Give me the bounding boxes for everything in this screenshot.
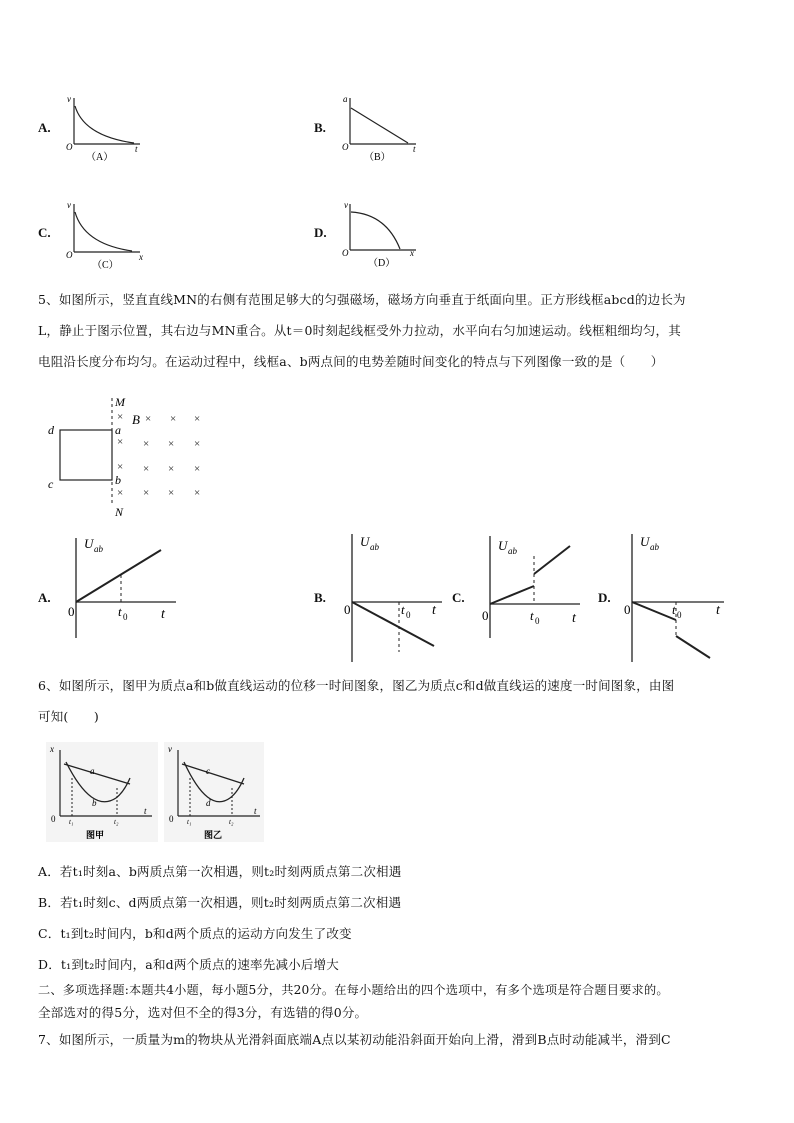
q5-option-c-label[interactable]: C.	[452, 590, 465, 605]
svg-text:×: ×	[168, 487, 175, 499]
q6-option-b[interactable]: B．若t₁时刻c、d两质点第一次相遇，则t₂时刻两质点第二次相遇	[38, 895, 402, 910]
svg-text:t: t	[401, 602, 405, 617]
svg-text:t: t	[530, 608, 534, 623]
label-n: N	[115, 505, 124, 519]
svg-text:0: 0	[68, 604, 75, 619]
svg-text:×: ×	[194, 438, 201, 450]
q4-d-caption: （D）	[368, 258, 396, 269]
q4-option-b-label[interactable]: B.	[314, 120, 326, 135]
q5-option-b-label[interactable]: B.	[314, 590, 326, 605]
svg-text:0: 0	[624, 602, 631, 617]
svg-text:t: t	[161, 607, 165, 622]
q6-line-2: 可知( )	[38, 709, 99, 724]
q6-option-c[interactable]: C．t₁到t₂时间内，b和d两个质点的运动方向发生了改变	[38, 926, 352, 941]
svg-text:×: ×	[194, 463, 201, 475]
label-b-field: B	[132, 412, 140, 427]
q6-option-a[interactable]: A．若t₁时刻a、b两质点第一次相遇，则t₂时刻两质点第二次相遇	[38, 864, 402, 879]
q4-graph-c	[62, 198, 152, 270]
svg-text:×: ×	[168, 463, 175, 475]
q4-a-xaxis: t	[135, 144, 138, 154]
svg-text:t₁: t₁	[187, 818, 192, 826]
section2-line-2: 全部选对的得5分，选对但不全的得3分，有选错的得0分。	[38, 1005, 368, 1020]
svg-text:a: a	[90, 766, 95, 776]
svg-text:0: 0	[51, 814, 56, 824]
q4-option-a-label[interactable]: A.	[38, 120, 51, 135]
q4-b-origin: O	[342, 142, 349, 152]
svg-text:×: ×	[168, 438, 175, 450]
q4-option-d-label[interactable]: D.	[314, 225, 327, 240]
svg-text:×: ×	[143, 438, 150, 450]
q4-d-xaxis: x	[410, 248, 414, 258]
q4-c-caption: （C）	[92, 260, 119, 270]
q4-option-c-label[interactable]: C.	[38, 225, 51, 240]
svg-text:t: t	[672, 602, 676, 617]
svg-text:x: x	[50, 744, 54, 754]
svg-text:ab: ab	[370, 542, 379, 552]
svg-text:v: v	[168, 744, 172, 754]
svg-text:0: 0	[535, 616, 540, 626]
q4-d-origin: O	[342, 248, 349, 258]
svg-text:t: t	[716, 603, 720, 618]
svg-text:ab: ab	[508, 546, 517, 556]
svg-text:×: ×	[194, 487, 201, 499]
q4-b-caption: （B）	[364, 152, 391, 163]
svg-text:t: t	[254, 806, 257, 816]
svg-text:t: t	[432, 603, 436, 618]
q4-graph-b	[338, 92, 428, 164]
q4-a-origin: O	[66, 142, 73, 152]
label-b: b	[115, 473, 121, 487]
label-c: c	[48, 477, 54, 491]
svg-text:t₂: t₂	[229, 818, 234, 826]
svg-text:0: 0	[344, 602, 351, 617]
section2-line-1: 二、多项选择题:本题共4小题，每小题5分，共20分。在每小题给出的四个选项中，有多个选项是符合题目要求的。	[38, 983, 669, 997]
q4-c-xaxis: x	[139, 252, 143, 262]
svg-text:b: b	[92, 798, 97, 808]
svg-text:0: 0	[482, 608, 489, 623]
svg-text:ab: ab	[650, 542, 659, 552]
svg-text:t₂: t₂	[114, 818, 119, 826]
q6-figure-yi	[164, 742, 264, 842]
q4-b-xaxis: t	[413, 144, 416, 154]
q4-c-origin: O	[66, 250, 73, 260]
q4-d-yaxis: v	[344, 200, 348, 210]
q5-line-3: 电阻沿长度分布均匀。在运动过程中，线框a、b两点间的电势差随时间变化的特点与下列图像一致的是（ ）	[38, 354, 664, 369]
q4-c-yaxis: v	[67, 200, 71, 210]
q5-option-a-label[interactable]: A.	[38, 590, 51, 605]
svg-text:×: ×	[145, 413, 152, 425]
q7-line-1: 7、如图所示，一质量为m的物块从光滑斜面底端A点以某初动能沿斜面开始向上滑，滑到B点时动能减半，滑到C	[38, 1032, 671, 1047]
q5-magnetic-field-figure	[40, 392, 220, 520]
label-d: d	[48, 423, 54, 437]
svg-text:ab: ab	[94, 544, 103, 554]
svg-text:U: U	[84, 536, 94, 551]
field-crosses	[117, 411, 200, 499]
q5-line-1: 5、如图所示，竖直直线MN的右侧有范围足够大的匀强磁场，磁场方向垂直于纸面向里。正方形线框abcd的边长为	[38, 292, 686, 307]
square-loop	[60, 430, 112, 480]
q5-graph-d	[618, 528, 730, 668]
svg-text:U: U	[640, 534, 650, 549]
svg-text:0: 0	[169, 814, 174, 824]
q4-graph-a	[62, 92, 152, 164]
svg-text:×: ×	[170, 413, 177, 425]
svg-text:U: U	[498, 538, 508, 553]
q4-b-yaxis: a	[343, 94, 348, 104]
q4-a-caption: （A）	[86, 152, 114, 163]
q6-line-1: 6、如图所示，图甲为质点a和b做直线运动的位移一时间图象，图乙为质点c和d做直线运的速度一时间图象，由图	[38, 678, 675, 693]
q4-a-yaxis: v	[67, 94, 71, 104]
svg-text:0: 0	[406, 610, 411, 620]
q5-graph-c	[474, 530, 586, 642]
label-a: a	[115, 423, 121, 437]
svg-text:t₁: t₁	[69, 818, 74, 826]
q6-option-d[interactable]: D．t₁到t₂时间内，a和d两个质点的速率先减小后增大	[38, 957, 339, 972]
svg-text:0: 0	[677, 610, 682, 620]
label-m: M	[115, 395, 125, 409]
q5-graph-b	[336, 528, 448, 668]
svg-text:d: d	[206, 798, 211, 808]
svg-text:c: c	[206, 766, 210, 776]
svg-text:U: U	[360, 534, 370, 549]
svg-text:×: ×	[143, 487, 150, 499]
svg-text:×: ×	[194, 413, 201, 425]
svg-text:t: t	[144, 806, 147, 816]
svg-text:×: ×	[117, 487, 124, 499]
svg-text:图乙: 图乙	[204, 830, 223, 840]
svg-text:图甲: 图甲	[86, 830, 105, 840]
q5-line-2: L，静止于图示位置，其右边与MN重合。从t＝0时刻起线框受外力拉动，水平向右匀加速运动。线框粗细均匀，其	[38, 323, 681, 338]
svg-text:×: ×	[117, 411, 124, 423]
svg-text:t: t	[118, 604, 122, 619]
svg-text:×: ×	[117, 461, 124, 473]
q5-graph-a	[58, 530, 188, 640]
svg-text:×: ×	[143, 463, 150, 475]
svg-text:0: 0	[123, 612, 128, 622]
q5-option-d-label[interactable]: D.	[598, 590, 611, 605]
svg-text:t: t	[572, 611, 576, 626]
q4-graph-d	[338, 198, 428, 270]
svg-text:×: ×	[117, 436, 124, 448]
q6-figure-jia	[46, 742, 158, 842]
